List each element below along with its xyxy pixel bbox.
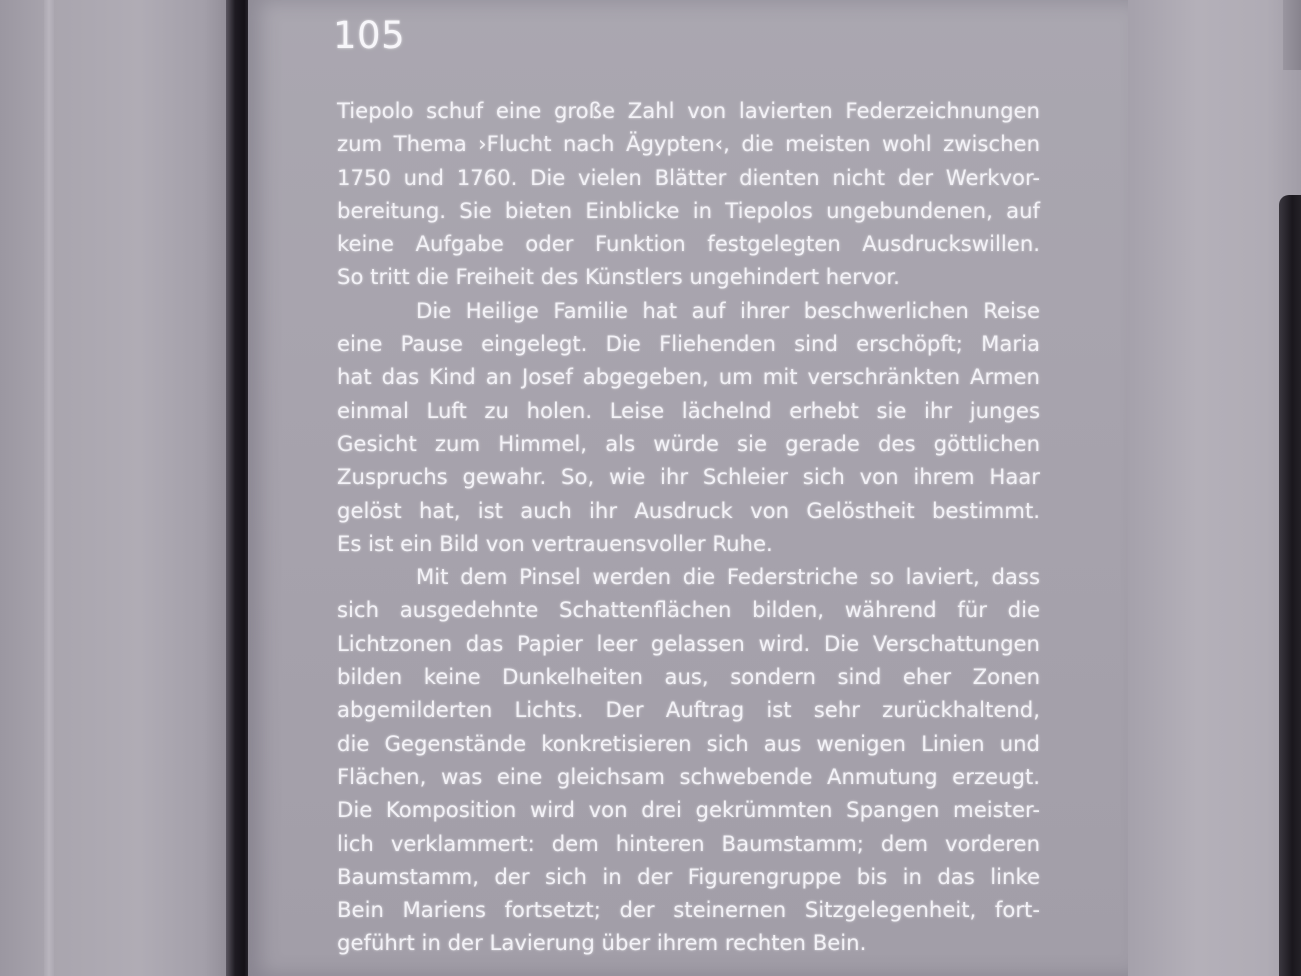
text-line: zum Thema ›Flucht nach Ägypten‹, die meisten wohl zwischen <box>337 131 1040 157</box>
right-wall <box>1128 0 1301 976</box>
text-line: eine Pause eingelegt. Die Fliehenden sind erschöpft; Maria <box>337 331 1040 357</box>
text-line: Flächen, was eine gleichsam schwebende Anmutung erzeugt. <box>337 763 1040 789</box>
text-line: geführt in der Lavierung über ihrem rechten Bein. <box>337 930 867 956</box>
text-line: lich verklammert: dem hinteren Baumstamm; dem vorderen <box>337 830 1040 856</box>
text-line: Lichtzonen das Papier leer gelassen wird. Die Verschattungen <box>337 630 1040 656</box>
text-line: bilden keine Dunkelheiten aus, sondern sind eher Zonen <box>337 664 1040 690</box>
left-wall-edge <box>44 0 54 976</box>
text-line: bereitung. Sie bieten Einblicke in Tiepolos ungebundenen, auf <box>337 197 1040 223</box>
text-line: Bein Mariens fortsetzt; der steinernen Sitzgelegenheit, fort- <box>337 897 1040 923</box>
text-line: Mit dem Pinsel werden die Federstriche so laviert, dass <box>416 564 1040 590</box>
right-wall-corner <box>1283 0 1301 70</box>
text-line: Die Heilige Familie hat auf ihrer beschwerlichen Reise <box>416 297 1040 323</box>
text-line: Baumstamm, der sich in der Figurengruppe bis in das linke <box>337 863 1040 889</box>
picture-frame-edge <box>1279 195 1301 976</box>
text-line: Die Komposition wird von drei gekrümmten Spangen meister- <box>337 797 1040 823</box>
text-line: einmal Luft zu holen. Leise lächelnd erhebt sie ihr junges <box>337 397 1040 423</box>
text-line: gelöst hat, ist auch ihr Ausdruck von Gelöstheit bestimmt. <box>337 497 1040 523</box>
text-line: keine Aufgabe oder Funktion festgelegten Ausdruckswillen. <box>337 231 1040 257</box>
text-line: So tritt die Freiheit des Künstlers ungehindert hervor. <box>337 264 900 290</box>
text-line: Es ist ein Bild von vertrauensvoller Ruhe. <box>337 530 773 556</box>
text-line: hat das Kind an Josef abgegeben, um mit verschränkten Armen <box>337 364 1040 390</box>
left-wall <box>0 0 232 976</box>
panel-text <box>337 94 1040 960</box>
text-line: sich ausgedehnte Schattenflächen bilden, während für die <box>337 597 1040 623</box>
text-line: 1750 und 1760. Die vielen Blätter dienten nicht der Werkvor- <box>337 164 1040 190</box>
text-line: Tiepolo schuf eine große Zahl von lavierten Federzeichnungen <box>337 98 1040 123</box>
catalog-number: 105 <box>333 14 406 57</box>
text-line: abgemilderten Lichts. Der Auftrag ist sehr zurückhaltend, <box>337 697 1040 723</box>
text-line: Zuspruchs gewahr. So, wie ihr Schleier sich von ihrem Haar <box>337 464 1040 490</box>
text-line: die Gegenstände konkretisieren sich aus wenigen Linien und <box>337 730 1040 756</box>
text-line: Gesicht zum Himmel, als würde sie gerade des göttlichen <box>337 430 1040 456</box>
